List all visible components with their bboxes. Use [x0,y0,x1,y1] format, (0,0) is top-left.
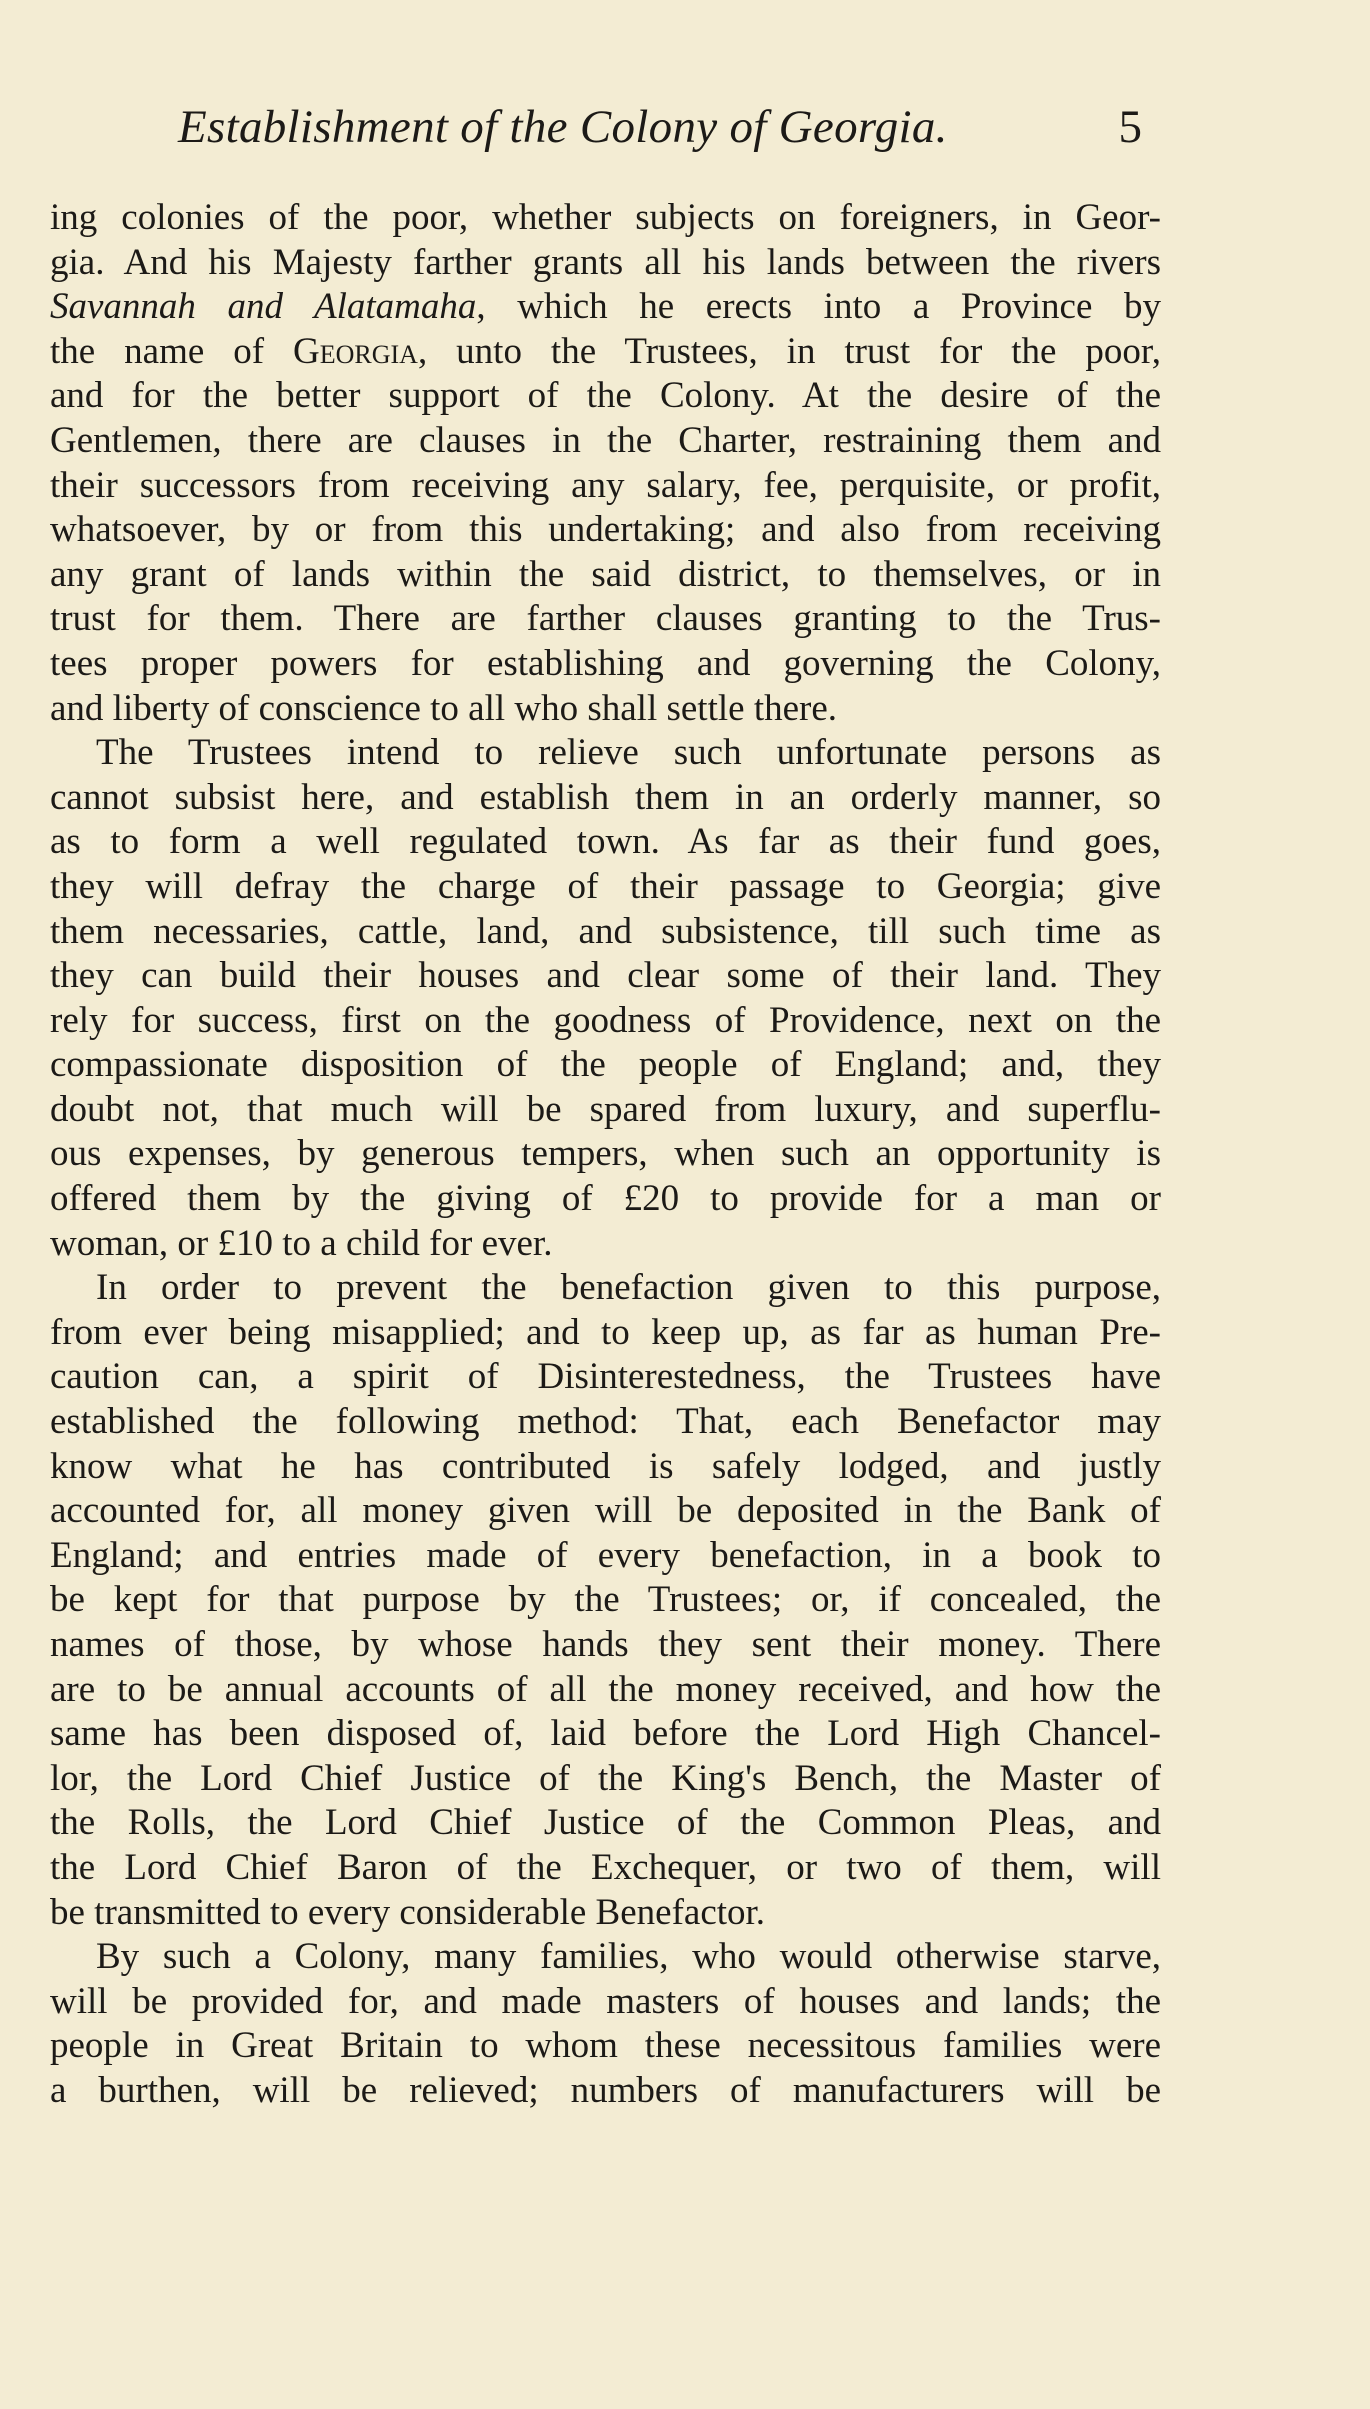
body-text [50,196,1161,2114]
text-line: they can build their houses and clear some of their land. They [50,955,1161,997]
text-line: ing colonies of the poor, whether subjects on foreigners, in Geor- [50,197,1161,238]
text-line: established the following method: That, each Benefactor may [50,1401,1161,1443]
text-line: ous expenses, by generous tempers, when such an opportunity is [50,1133,1161,1175]
text-line: gia. And his Majesty farther grants all his lands between the rivers [50,241,1161,283]
text-line: offered them by the giving of £20 to provide for a man or [50,1178,1161,1220]
text-line: trust for them. There are farther clauses granting to the Trus- [50,598,1161,640]
text-line: will be provided for, and made masters of houses and lands; the [50,1980,1161,2022]
text-line: as to form a well regulated town. As far as their fund goes, [50,821,1161,863]
text-line: people in Great Britain to whom these necessitous families were [50,2025,1161,2067]
text-line: cannot subsist here, and establish them in an orderly manner, so [50,776,1161,818]
paragraph-end-line: and liberty of conscience to all who shall settle there. [50,687,838,729]
text-line: they will defray the charge of their passage to Georgia; give [50,865,1161,907]
text-line: are to be annual accounts of all the money received, and how the [50,1668,1161,1710]
paragraph-end-line: woman, or £10 to a child for ever. [50,1222,553,1264]
text-line: accounted for, all money given will be deposited in the Bank of [50,1490,1161,1532]
text-line: and for the better support of the Colony. At the desire of the [50,375,1161,417]
paragraph-start-line: The Trustees intend to relieve such unfortunate persons as [96,732,1161,774]
text-line: tees proper powers for establishing and governing the Colony, [50,642,1161,684]
text-line: whatsoever, by or from this undertaking; and also from receiving [50,509,1161,551]
paragraph-start-line: In order to prevent the benefaction given to this purpose, [96,1267,1161,1309]
paragraph-start-line: By such a Colony, many families, who would otherwise starve, [96,1936,1161,1978]
text-line: doubt not, that much will be spared from luxury, and superflu- [50,1088,1161,1130]
text-line: names of those, by whose hands they sent their money. There [50,1624,1161,1665]
text-line: the Lord Chief Baron of the Exchequer, or two of them, will [50,1846,1161,1888]
text-line: them necessaries, cattle, land, and subsistence, till such time as [50,910,1161,952]
text-line: rely for success, first on the goodness of Providence, next on the [50,999,1161,1041]
text-line: a burthen, will be relieved; numbers of manufacturers will be [50,2069,1161,2111]
text-line: compassionate disposition of the people of England; and, they [50,1044,1161,1086]
paragraph-end-line: be transmitted to every considerable Benefactor. [50,1891,766,1933]
text-line: England; and entries made of every benefaction, in a book to [50,1534,1161,1576]
text-line: Gentlemen, there are clauses in the Charter, restraining them and [50,419,1161,461]
running-title: Establishment of the Colony of Georgia. [178,101,948,153]
text-line: the Rolls, the Lord Chief Justice of the Common Pleas, and [50,1802,1161,1844]
text-line: Savannah and Alatamaha, which he erects into a Province by [50,286,1161,328]
text-line: the name of Georgia, unto the Trustees, in trust for the poor, [50,330,1161,372]
page-number: 5 [1118,101,1142,153]
text-line: be kept for that purpose by the Trustees; or, if concealed, the [50,1579,1161,1621]
text-line: lor, the Lord Chief Justice of the King's Bench, the Master of [50,1757,1161,1799]
text-line: caution can, a spirit of Disinterestedness, the Trustees have [50,1356,1161,1398]
text-line: know what he has contributed is safely lodged, and justly [50,1445,1161,1487]
running-header [50,100,1142,160]
text-line: their successors from receiving any salary, fee, perquisite, or profit, [50,464,1161,506]
text-line: any grant of lands within the said district, to themselves, or in [50,553,1161,595]
text-line: same has been disposed of, laid before the Lord High Chancel- [50,1713,1161,1755]
text-line: from ever being misapplied; and to keep up, as far as human Pre- [50,1311,1161,1353]
